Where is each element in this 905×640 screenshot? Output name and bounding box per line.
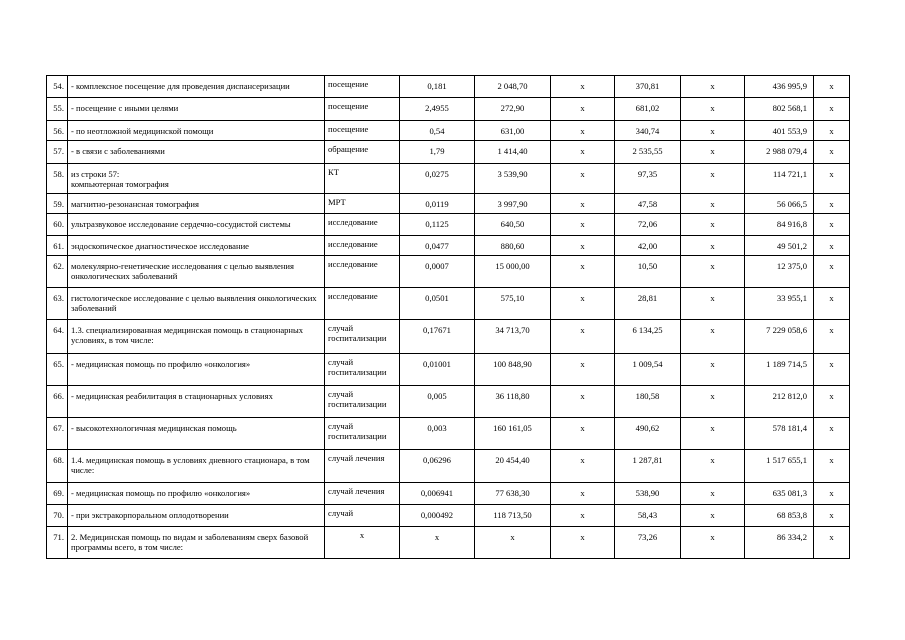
marker-cell: х <box>681 76 745 98</box>
table-row <box>47 418 850 450</box>
norm-cell: 0,0477 <box>400 236 475 256</box>
cost-cell: 20 454,40 <box>475 450 551 483</box>
indicator-name-cell: - при экстракорпоральном оплодотворении <box>68 505 325 527</box>
unit-cell: обращение <box>325 141 400 164</box>
norm-cell: 0,0501 <box>400 288 475 320</box>
marker-cell: х <box>814 76 850 98</box>
total-cell: 1 189 714,5 <box>745 354 814 386</box>
row-number-cell: 55. <box>47 98 68 121</box>
row-number-cell: 61. <box>47 236 68 256</box>
per-capita-cell: 538,90 <box>615 483 681 505</box>
unit-cell: случай госпитализации <box>325 354 400 386</box>
total-cell: 401 553,9 <box>745 121 814 141</box>
table-row <box>47 76 850 98</box>
indicator-name-cell: гистологическое исследование с целью выявления онкологических заболеваний <box>68 288 325 320</box>
total-cell: 86 334,2 <box>745 527 814 559</box>
unit-cell: посещение <box>325 76 400 98</box>
table-row <box>47 194 850 214</box>
unit-cell: посещение <box>325 98 400 121</box>
indicator-name-cell: - медицинская помощь по профилю «онкология» <box>68 354 325 386</box>
total-cell: 56 066,5 <box>745 194 814 214</box>
indicator-name-cell: - по неотложной медицинской помощи <box>68 121 325 141</box>
unit-cell: х <box>325 527 400 559</box>
per-capita-cell: 2 535,55 <box>615 141 681 164</box>
row-number-cell: 57. <box>47 141 68 164</box>
indicator-name-cell: 1.4. медицинская помощь в условиях дневного стационара, в том числе: <box>68 450 325 483</box>
table-row <box>47 98 850 121</box>
total-cell: 7 229 058,6 <box>745 320 814 354</box>
cost-cell: 15 000,00 <box>475 256 551 288</box>
total-cell: 2 988 079,4 <box>745 141 814 164</box>
marker-cell: х <box>681 418 745 450</box>
row-number-cell: 71. <box>47 527 68 559</box>
indicator-name-cell: эндоскопическое диагностическое исследование <box>68 236 325 256</box>
indicator-name-cell: молекулярно-генетические исследования с целью выявления онкологических заболеваний <box>68 256 325 288</box>
indicator-name-cell: - в связи с заболеваниями <box>68 141 325 164</box>
unit-cell: КТ <box>325 164 400 194</box>
row-number-cell: 67. <box>47 418 68 450</box>
marker-cell: х <box>681 450 745 483</box>
norm-cell: 0,005 <box>400 386 475 418</box>
marker-cell: х <box>681 505 745 527</box>
marker-cell: х <box>681 98 745 121</box>
cost-cell: 100 848,90 <box>475 354 551 386</box>
table-row <box>47 121 850 141</box>
row-number-cell: 58. <box>47 164 68 194</box>
marker-cell: х <box>551 98 615 121</box>
per-capita-cell: 370,81 <box>615 76 681 98</box>
unit-cell: исследование <box>325 288 400 320</box>
table-body <box>47 76 850 559</box>
table-row <box>47 320 850 354</box>
row-number-cell: 65. <box>47 354 68 386</box>
marker-cell: х <box>814 164 850 194</box>
norm-cell: 0,0007 <box>400 256 475 288</box>
marker-cell: х <box>551 288 615 320</box>
marker-cell: х <box>814 320 850 354</box>
marker-cell: х <box>814 450 850 483</box>
per-capita-cell: 10,50 <box>615 256 681 288</box>
cost-cell: 575,10 <box>475 288 551 320</box>
marker-cell: х <box>681 256 745 288</box>
indicator-name-cell: - посещение с иными целями <box>68 98 325 121</box>
marker-cell: х <box>814 194 850 214</box>
indicator-name-cell: - высокотехнологичная медицинская помощь <box>68 418 325 450</box>
cost-cell: 36 118,80 <box>475 386 551 418</box>
table-row <box>47 288 850 320</box>
per-capita-cell: 490,62 <box>615 418 681 450</box>
unit-cell: МРТ <box>325 194 400 214</box>
table-row <box>47 450 850 483</box>
marker-cell: х <box>681 527 745 559</box>
table-row <box>47 505 850 527</box>
cost-cell: 631,00 <box>475 121 551 141</box>
marker-cell: х <box>551 354 615 386</box>
cost-cell: 160 161,05 <box>475 418 551 450</box>
norm-cell: 0,17671 <box>400 320 475 354</box>
cost-cell: 34 713,70 <box>475 320 551 354</box>
table-row <box>47 164 850 194</box>
marker-cell: х <box>551 418 615 450</box>
marker-cell: х <box>814 98 850 121</box>
unit-cell: исследование <box>325 256 400 288</box>
norm-cell: 0,1125 <box>400 214 475 236</box>
total-cell: 114 721,1 <box>745 164 814 194</box>
row-number-cell: 69. <box>47 483 68 505</box>
marker-cell: х <box>551 483 615 505</box>
marker-cell: х <box>814 483 850 505</box>
indicator-name-cell: - комплексное посещение для проведения диспансеризации <box>68 76 325 98</box>
total-cell: 635 081,3 <box>745 483 814 505</box>
marker-cell: х <box>551 76 615 98</box>
marker-cell: х <box>814 354 850 386</box>
table-row <box>47 527 850 559</box>
indicator-name-cell: магнитно-резонансная томография <box>68 194 325 214</box>
marker-cell: х <box>551 121 615 141</box>
norm-cell: 1,79 <box>400 141 475 164</box>
row-number-cell: 62. <box>47 256 68 288</box>
marker-cell: х <box>814 141 850 164</box>
marker-cell: х <box>814 418 850 450</box>
row-number-cell: 54. <box>47 76 68 98</box>
per-capita-cell: 180,58 <box>615 386 681 418</box>
per-capita-cell: 73,26 <box>615 527 681 559</box>
marker-cell: х <box>814 256 850 288</box>
tariff-table <box>46 75 850 559</box>
per-capita-cell: 58,43 <box>615 505 681 527</box>
row-number-cell: 68. <box>47 450 68 483</box>
marker-cell: х <box>681 288 745 320</box>
table-row <box>47 141 850 164</box>
row-number-cell: 59. <box>47 194 68 214</box>
cost-cell: 118 713,50 <box>475 505 551 527</box>
marker-cell: х <box>681 194 745 214</box>
total-cell: 68 853,8 <box>745 505 814 527</box>
total-cell: 212 812,0 <box>745 386 814 418</box>
marker-cell: х <box>551 194 615 214</box>
total-cell: 802 568,1 <box>745 98 814 121</box>
row-number-cell: 64. <box>47 320 68 354</box>
indicator-name-cell: ультразвуковое исследование сердечно-сосудистой системы <box>68 214 325 236</box>
marker-cell: х <box>681 121 745 141</box>
total-cell: 12 375,0 <box>745 256 814 288</box>
norm-cell: 0,000492 <box>400 505 475 527</box>
marker-cell: х <box>814 527 850 559</box>
unit-cell: посещение <box>325 121 400 141</box>
table-row <box>47 214 850 236</box>
total-cell: 84 916,8 <box>745 214 814 236</box>
per-capita-cell: 28,81 <box>615 288 681 320</box>
per-capita-cell: 6 134,25 <box>615 320 681 354</box>
marker-cell: х <box>681 164 745 194</box>
per-capita-cell: 47,58 <box>615 194 681 214</box>
unit-cell: исследование <box>325 236 400 256</box>
cost-cell: 272,90 <box>475 98 551 121</box>
norm-cell: 0,54 <box>400 121 475 141</box>
total-cell: 33 955,1 <box>745 288 814 320</box>
per-capita-cell: 72,06 <box>615 214 681 236</box>
indicator-name-cell: 1.3. специализированная медицинская помощь в стационарных условиях, в том числе: <box>68 320 325 354</box>
unit-cell: случай лечения <box>325 450 400 483</box>
unit-cell: случай госпитализации <box>325 320 400 354</box>
marker-cell: х <box>681 236 745 256</box>
indicator-name-cell: из строки 57: компьютерная томография <box>68 164 325 194</box>
total-cell: 1 517 655,1 <box>745 450 814 483</box>
indicator-name-cell: 2. Медицинская помощь по видам и заболеваниям сверх базовой программы всего, в том числе: <box>68 527 325 559</box>
per-capita-cell: 97,35 <box>615 164 681 194</box>
total-cell: 578 181,4 <box>745 418 814 450</box>
row-number-cell: 60. <box>47 214 68 236</box>
norm-cell: 0,006941 <box>400 483 475 505</box>
per-capita-cell: 681,02 <box>615 98 681 121</box>
cost-cell: 3 997,90 <box>475 194 551 214</box>
table-row <box>47 354 850 386</box>
norm-cell: 0,181 <box>400 76 475 98</box>
marker-cell: х <box>551 527 615 559</box>
table-row <box>47 256 850 288</box>
cost-cell: 77 638,30 <box>475 483 551 505</box>
cost-cell: 3 539,90 <box>475 164 551 194</box>
unit-cell: исследование <box>325 214 400 236</box>
marker-cell: х <box>551 236 615 256</box>
norm-cell: 2,4955 <box>400 98 475 121</box>
marker-cell: х <box>551 505 615 527</box>
marker-cell: х <box>681 214 745 236</box>
cost-cell: 1 414,40 <box>475 141 551 164</box>
marker-cell: х <box>551 164 615 194</box>
per-capita-cell: 42,00 <box>615 236 681 256</box>
marker-cell: х <box>681 320 745 354</box>
per-capita-cell: 340,74 <box>615 121 681 141</box>
marker-cell: х <box>681 386 745 418</box>
unit-cell: случай госпитализации <box>325 386 400 418</box>
norm-cell: 0,06296 <box>400 450 475 483</box>
total-cell: 436 995,9 <box>745 76 814 98</box>
indicator-name-cell: - медицинская реабилитация в стационарных условиях <box>68 386 325 418</box>
row-number-cell: 56. <box>47 121 68 141</box>
unit-cell: случай лечения <box>325 483 400 505</box>
marker-cell: х <box>814 288 850 320</box>
per-capita-cell: 1 287,81 <box>615 450 681 483</box>
marker-cell: х <box>814 236 850 256</box>
marker-cell: х <box>551 450 615 483</box>
unit-cell: случай <box>325 505 400 527</box>
marker-cell: х <box>551 214 615 236</box>
norm-cell: х <box>400 527 475 559</box>
marker-cell: х <box>814 505 850 527</box>
cost-cell: х <box>475 527 551 559</box>
norm-cell: 0,0119 <box>400 194 475 214</box>
row-number-cell: 63. <box>47 288 68 320</box>
marker-cell: х <box>551 386 615 418</box>
marker-cell: х <box>814 214 850 236</box>
row-number-cell: 70. <box>47 505 68 527</box>
marker-cell: х <box>681 483 745 505</box>
marker-cell: х <box>551 141 615 164</box>
norm-cell: 0,01001 <box>400 354 475 386</box>
marker-cell: х <box>814 121 850 141</box>
cost-cell: 880,60 <box>475 236 551 256</box>
indicator-name-cell: - медицинская помощь по профилю «онкология» <box>68 483 325 505</box>
per-capita-cell: 1 009,54 <box>615 354 681 386</box>
marker-cell: х <box>814 386 850 418</box>
cost-cell: 2 048,70 <box>475 76 551 98</box>
table-row <box>47 386 850 418</box>
marker-cell: х <box>681 141 745 164</box>
total-cell: 49 501,2 <box>745 236 814 256</box>
marker-cell: х <box>681 354 745 386</box>
table-row <box>47 483 850 505</box>
marker-cell: х <box>551 256 615 288</box>
marker-cell: х <box>551 320 615 354</box>
norm-cell: 0,003 <box>400 418 475 450</box>
unit-cell: случай госпитализации <box>325 418 400 450</box>
row-number-cell: 66. <box>47 386 68 418</box>
norm-cell: 0,0275 <box>400 164 475 194</box>
table-row <box>47 236 850 256</box>
cost-cell: 640,50 <box>475 214 551 236</box>
